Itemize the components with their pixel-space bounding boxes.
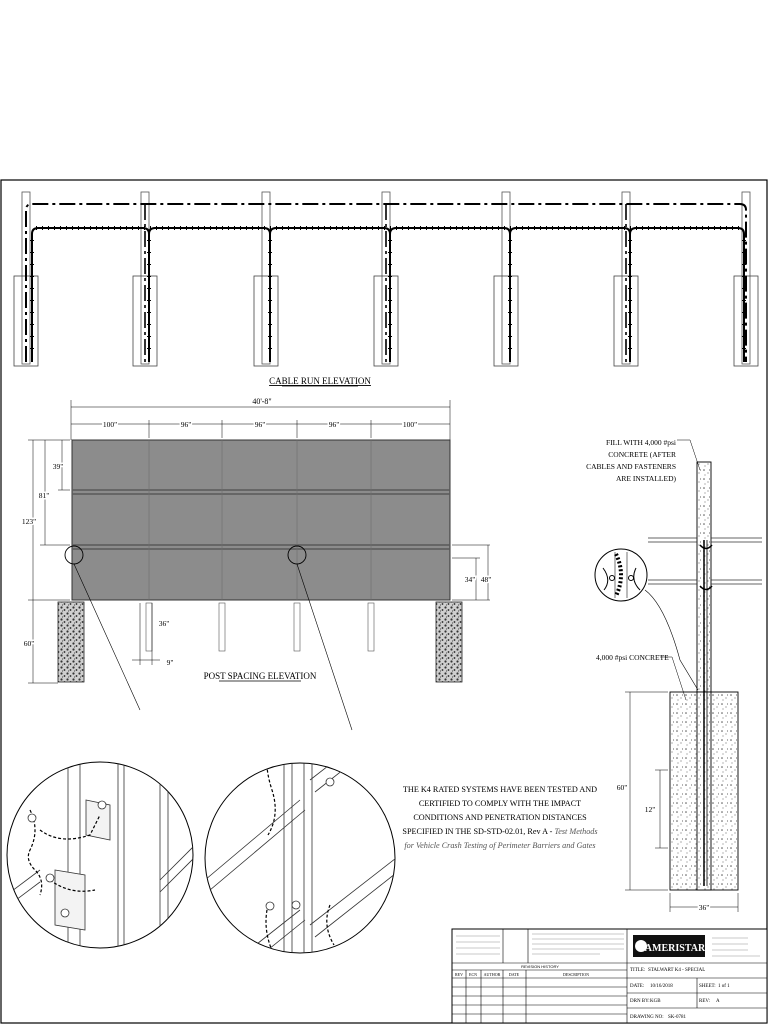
cable-dim-34: 34": [464, 575, 476, 584]
post-embed-dim: 12": [644, 805, 656, 814]
cert-line-5: for Vehicle Crash Testing of Perimeter Barriers and Gates: [404, 841, 596, 850]
drawing-no-label: DRAWING NO:: [630, 1015, 664, 1020]
span-dim-2: 96": [180, 420, 192, 429]
drawn-value: KGB: [650, 999, 661, 1004]
certification-note: [402, 785, 597, 850]
cert-line-1: THE K4 RATED SYSTEMS HAVE BEEN TESTED AND: [402, 785, 598, 794]
revision-history-label: REVISION HISTORY: [521, 964, 559, 969]
cert-line-4: SPECIFIED IN THE SD-STD-02.01, Rev A -: [402, 827, 553, 836]
cert-line-3: CONDITIONS AND PENETRATION DISTANCES: [413, 813, 587, 822]
section-detail: [586, 438, 762, 912]
cert-line-4-italic: Test Methods: [554, 827, 598, 836]
svg-text:SPECIFIED IN THE SD-STD-02.01,: [402, 827, 597, 836]
concrete-note: 4,000 #psi CONCRETE: [596, 653, 669, 662]
brand-name: AMERISTAR: [644, 943, 706, 954]
footing-dim-36: 36": [158, 619, 170, 628]
cable-run-elevation: [14, 192, 758, 386]
cert-line-2: CERTIFIED TO COMPLY WITH THE IMPACT: [418, 799, 582, 808]
fill-note-line-4: ARE INSTALLED): [615, 474, 676, 483]
detail-circle-left: [0, 760, 200, 1000]
sheet-label: SHEET:: [699, 984, 716, 989]
span-dim-5: 100": [402, 420, 418, 429]
rev-col-ecn: ECN: [469, 972, 477, 977]
fill-note-line-3: CABLES AND FASTENERS: [586, 462, 676, 471]
detail-circle-right: [205, 710, 400, 995]
rev-col-date: DATE: [508, 972, 520, 977]
title-block: [452, 929, 767, 1023]
fill-note-line-2: CONCRETE (AFTER: [608, 450, 676, 459]
date-value: 10/16/2018: [650, 984, 673, 989]
height-dim-123: 123": [21, 517, 37, 526]
fill-note-line-1: FILL WITH 4,000 #psi: [606, 438, 676, 447]
drawing-no-value: SK-0781: [668, 1015, 687, 1020]
height-dim-81: 81": [38, 491, 50, 500]
rev-value: A: [716, 999, 720, 1004]
lower-cable: [32, 228, 744, 362]
end-footing-left: [58, 602, 84, 682]
cable-dim-48: 48": [480, 575, 492, 584]
intermediate-footings: [146, 603, 374, 651]
span-dim-1: 100": [102, 420, 118, 429]
post-spacing-elevation: [22, 397, 491, 730]
drawn-label: DRN BY:: [630, 999, 650, 1004]
depth-dim: 60": [616, 783, 628, 792]
overall-length-dim: 40'-8": [252, 397, 272, 406]
end-footing-right: [436, 602, 462, 682]
footing-dim-60: 60": [23, 639, 35, 648]
barrier-panel: [72, 440, 450, 600]
width-dim: 36": [698, 903, 710, 912]
span-dim-4: 96": [328, 420, 340, 429]
date-label: DATE:: [630, 984, 645, 989]
footing-dim-9: 9": [166, 658, 174, 667]
rev-col-rev: REV: [455, 972, 463, 977]
cable-run-title: CABLE RUN ELEVATION: [269, 376, 371, 386]
rev-col-author: AUTHOR: [483, 972, 501, 977]
rev-col-description: DESCRIPTION: [562, 972, 590, 977]
sheet-value: 1 of 1: [718, 984, 730, 989]
title-value: STALWART K4 - SPECIAL: [648, 968, 706, 973]
title-label: TITLE:: [630, 968, 646, 973]
post-spacing-title: POST SPACING ELEVATION: [203, 671, 317, 681]
rev-label: REV:: [699, 999, 711, 1004]
height-dim-39: 39": [52, 462, 64, 471]
span-dim-3: 96": [254, 420, 266, 429]
